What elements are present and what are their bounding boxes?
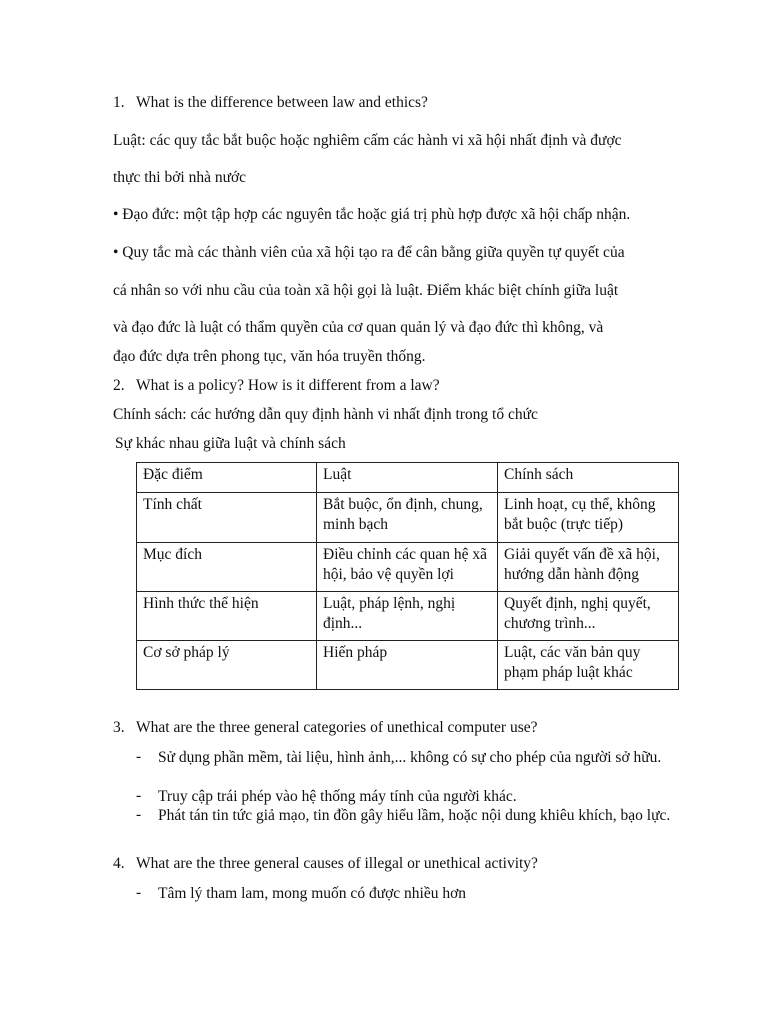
table-cell: Tính chất: [137, 493, 317, 543]
bullet-dash: -: [136, 787, 142, 804]
bullet-dash: -: [136, 748, 142, 765]
q2-question: What is a policy? How is it different from a law?: [136, 377, 440, 394]
q1-difference-line: đạo đức dựa trên phong tục, văn hóa truyền thống.: [113, 348, 426, 365]
table-row: [137, 543, 679, 592]
q1-difference-line: cá nhân so với nhu cầu của toàn xã hội gọi là luật. Điểm khác biệt chính giữa luật: [113, 282, 619, 299]
table-cell: Hình thức thể hiện: [137, 592, 317, 641]
bullet-dash: -: [136, 806, 142, 823]
q1-difference-line: và đạo đức là luật có thẩm quyền của cơ quan quản lý và đạo đức thì không, và: [113, 319, 604, 336]
q1-difference-line: • Quy tắc mà các thành viên của xã hội tạo ra để cân bằng giữa quyền tự quyết của: [113, 244, 625, 261]
table-cell: Luật, pháp lệnh, nghị định...: [317, 592, 498, 641]
table-cell: Linh hoạt, cụ thể, không bắt buộc (trực tiếp): [498, 493, 679, 543]
q1-answer-line: thực thi bởi nhà nước: [113, 169, 247, 186]
table-row: [137, 493, 679, 543]
table-cell: Giải quyết vấn đề xã hội, hướng dẫn hành động: [498, 543, 679, 592]
table-cell: Điều chỉnh các quan hệ xã hội, bảo vệ quyền lợi: [317, 543, 498, 592]
table-cell: Quyết định, nghị quyết, chương trình...: [498, 592, 679, 641]
table-header-row: [137, 463, 679, 493]
table-cell: Luật, các văn bản quy phạm pháp luật khác: [498, 641, 679, 690]
table-header-cell: Đặc điểm: [137, 463, 317, 493]
q3-number: 3.: [113, 719, 125, 736]
q4-number: 4.: [113, 855, 125, 872]
list-item: Tâm lý tham lam, mong muốn có được nhiều hơn: [158, 885, 467, 902]
list-item: Truy cập trái phép vào hệ thống máy tính của người khác.: [158, 788, 517, 805]
table-cell: Cơ sở pháp lý: [137, 641, 317, 690]
q3-question: What are the three general categories of unethical computer use?: [136, 719, 538, 736]
bullet-dash: -: [136, 884, 142, 901]
table-cell: Hiến pháp: [317, 641, 498, 690]
table-row: [137, 641, 679, 690]
table-header-cell: Chính sách: [498, 463, 679, 493]
list-item: Phát tán tin tức giả mạo, tin đồn gây hiểu lầm, hoặc nội dung khiêu khích, bạo lực.: [158, 807, 671, 824]
table-caption: Sự khác nhau giữa luật và chính sách: [115, 435, 346, 452]
list-item: Sử dụng phần mềm, tài liệu, hình ảnh,... không có sự cho phép của người sở hữu.: [158, 749, 662, 766]
q1-answer-line: Luật: các quy tắc bắt buộc hoặc nghiêm cấm các hành vi xã hội nhất định và được: [113, 132, 622, 149]
table-row: [137, 592, 679, 641]
q1-question: What is the difference between law and ethics?: [136, 94, 428, 111]
q2-number: 2.: [113, 377, 125, 394]
comparison-table: [136, 462, 679, 690]
q4-question: What are the three general causes of illegal or unethical activity?: [136, 855, 538, 872]
q1-ethics-paragraph: • Đạo đức: một tập hợp các nguyên tắc hoặc giá trị phù hợp được xã hội chấp nhận.: [113, 206, 631, 223]
table-header-cell: Luật: [317, 463, 498, 493]
q1-number: 1.: [113, 94, 125, 111]
table-cell: Mục đích: [137, 543, 317, 592]
q2-answer: Chính sách: các hướng dẫn quy định hành vi nhất định trong tổ chức: [113, 406, 538, 423]
table-cell: Bắt buộc, ổn định, chung, minh bạch: [317, 493, 498, 543]
